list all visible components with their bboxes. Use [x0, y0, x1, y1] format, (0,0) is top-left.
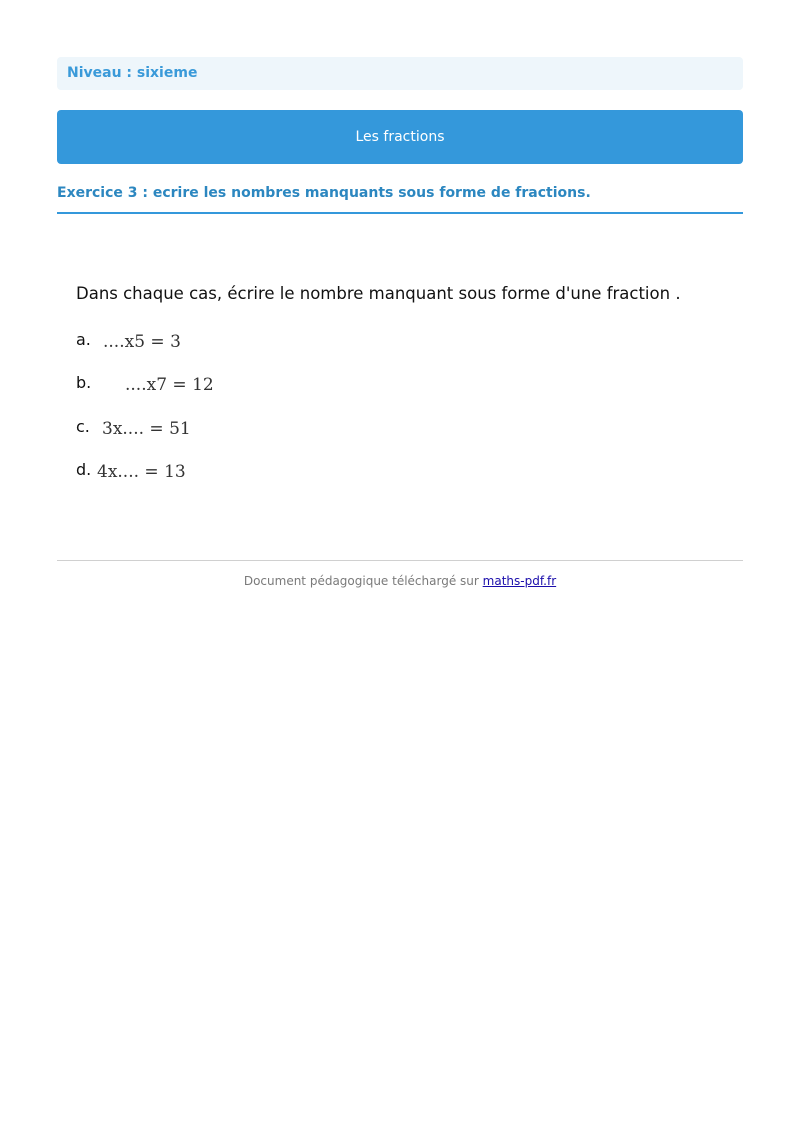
footer-divider: [57, 560, 743, 561]
item-letter: b.: [76, 373, 92, 392]
level-label: Niveau : sixieme: [67, 65, 198, 81]
level-banner: [57, 57, 743, 90]
footer: [57, 574, 743, 588]
item-equation: ....x7 = 12: [125, 375, 214, 395]
footer-link[interactable]: maths-pdf.fr: [482, 574, 557, 588]
item-equation: 4x.... = 13: [97, 462, 186, 482]
footer-text: Document pédagogique téléchargé sur: [243, 574, 479, 588]
exercise-statement: Dans chaque cas, écrire le nombre manquant sous forme d'une fraction .: [76, 284, 681, 303]
exercise-title-divider: [57, 212, 743, 214]
item-equation: ....x5 = 3: [103, 332, 181, 352]
exercise-title: Exercice 3 : ecrire les nombres manquants sous forme de fractions.: [57, 185, 591, 201]
item-letter: d.: [76, 460, 92, 479]
page-title-banner: [57, 110, 743, 164]
item-letter: a.: [76, 330, 91, 349]
item-letter: c.: [76, 417, 90, 436]
item-equation: 3x.... = 51: [102, 419, 191, 439]
page-title: Les fractions: [355, 129, 445, 145]
